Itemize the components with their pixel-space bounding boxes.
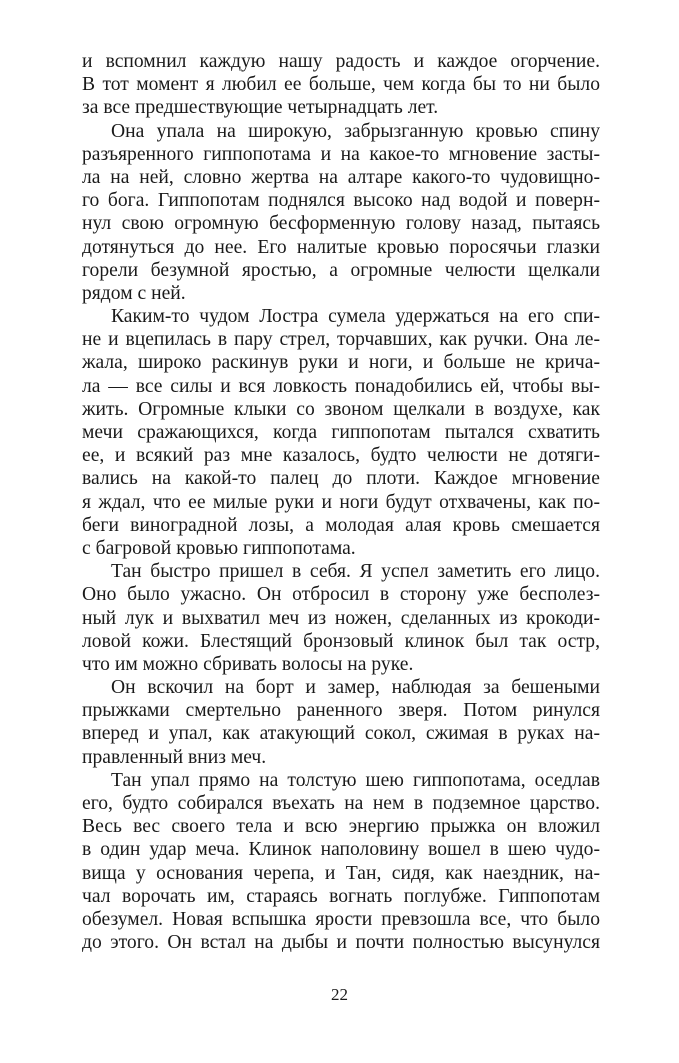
text-line: горели безумной яростью, а огромные челюсти щелкали xyxy=(82,259,600,281)
text-line: го бога. Гиппопотам поднялся высоко над водой и поверн- xyxy=(82,190,600,212)
text-line: до этого. Он встал на дыбы и почти полностью высунулся xyxy=(82,932,600,954)
text-line: обезумел. Новая вспышка ярости превзошла все, что было xyxy=(82,908,600,930)
text-line: беги виноградной лозы, а молодая алая кровь смешается xyxy=(82,514,600,536)
text-line: вища у основания черепа, и Тан, сидя, как наездник, на- xyxy=(82,862,600,884)
text-line: Оно было ужасно. Он отбросил в сторону уже бесполез- xyxy=(82,584,600,606)
text-line: чал ворочать им, стараясь вогнать поглубже. Гиппопотам xyxy=(82,885,600,907)
text-line: за все предшествующие четырнадцать лет. xyxy=(82,97,439,119)
text-line: правленный вниз меч. xyxy=(82,746,267,768)
text-line: и вспомнил каждую нашу радость и каждое огорчение. xyxy=(82,51,600,72)
text-line: В тот момент я любил ее больше, чем когда бы то ни было xyxy=(82,74,600,96)
text-line: что им можно сбривать волосы на руке. xyxy=(82,653,414,675)
text-line: нул свою огромную бесформенную голову назад, пытаясь xyxy=(82,213,600,235)
text-line: дотянуться до нее. Его налитые кровью поросячьи глазки xyxy=(82,236,600,258)
text-line: вались на какой-то палец до плоти. Каждое мгновение xyxy=(82,468,600,490)
text-line: ла — все силы и вся ловкость понадобились ей, чтобы вы- xyxy=(82,375,600,397)
text-line: Каким-то чудом Лостра сумела удержаться на его спи- xyxy=(111,306,600,328)
page-number: 22 xyxy=(331,985,348,1004)
text-line: мечи сражающихся, когда гиппопотам пытался схватить xyxy=(82,422,600,443)
text-line: ловой кожи. Блестящий бронзовый клинок был так остр, xyxy=(82,630,600,652)
text-line: в один удар меча. Клинок наполовину вошел в шею чудо- xyxy=(82,839,600,861)
text-line: Она упала на широкую, забрызганную кровью спину xyxy=(111,120,600,142)
text-line: Он вскочил на борт и замер, наблюдая за бешеными xyxy=(111,677,600,699)
text-line: вперед и упал, как атакующий сокол, сжимая в руках на- xyxy=(82,723,600,745)
text-line: рядом с ней. xyxy=(82,282,186,304)
text-line: Весь вес своего тела и всю энергию прыжка он вложил xyxy=(82,816,600,838)
text-line: Тан упал прямо на толстую шею гиппопотама, оседлав xyxy=(111,769,600,791)
text-line: ее, и всякий раз мне казалось, будто челюсти не дотяги- xyxy=(82,445,600,467)
page-body xyxy=(82,50,600,954)
text-line: жить. Огромные клыки со звоном щелкали в воздухе, как xyxy=(82,398,600,420)
text-block xyxy=(82,50,600,954)
text-line: я ждал, что ее милые руки и ноги будут отхвачены, как по- xyxy=(82,491,600,513)
text-line: ла на ней, словно жертва на алтаре какого-то чудовищно- xyxy=(82,166,600,188)
text-line: Тан быстро пришел в себя. Я успел заметить его лицо. xyxy=(111,561,600,583)
text-line: разъяренного гиппопотама и на какое-то мгновение засты- xyxy=(82,143,600,165)
text-line: его, будто собирался въехать на нем в подземное царство. xyxy=(82,793,600,814)
text-line: не и вцепилась в пару стрел, торчавших, как ручки. Она ле- xyxy=(82,329,600,351)
text-line: жала, широко раскинув руки и ноги, и больше не крича- xyxy=(82,352,600,374)
text-line: с багровой кровью гиппопотама. xyxy=(82,537,356,559)
text-line: прыжками смертельно раненного зверя. Потом ринулся xyxy=(82,700,600,722)
text-line: ный лук и выхватил меч из ножен, сделанных из крокоди- xyxy=(82,607,600,629)
